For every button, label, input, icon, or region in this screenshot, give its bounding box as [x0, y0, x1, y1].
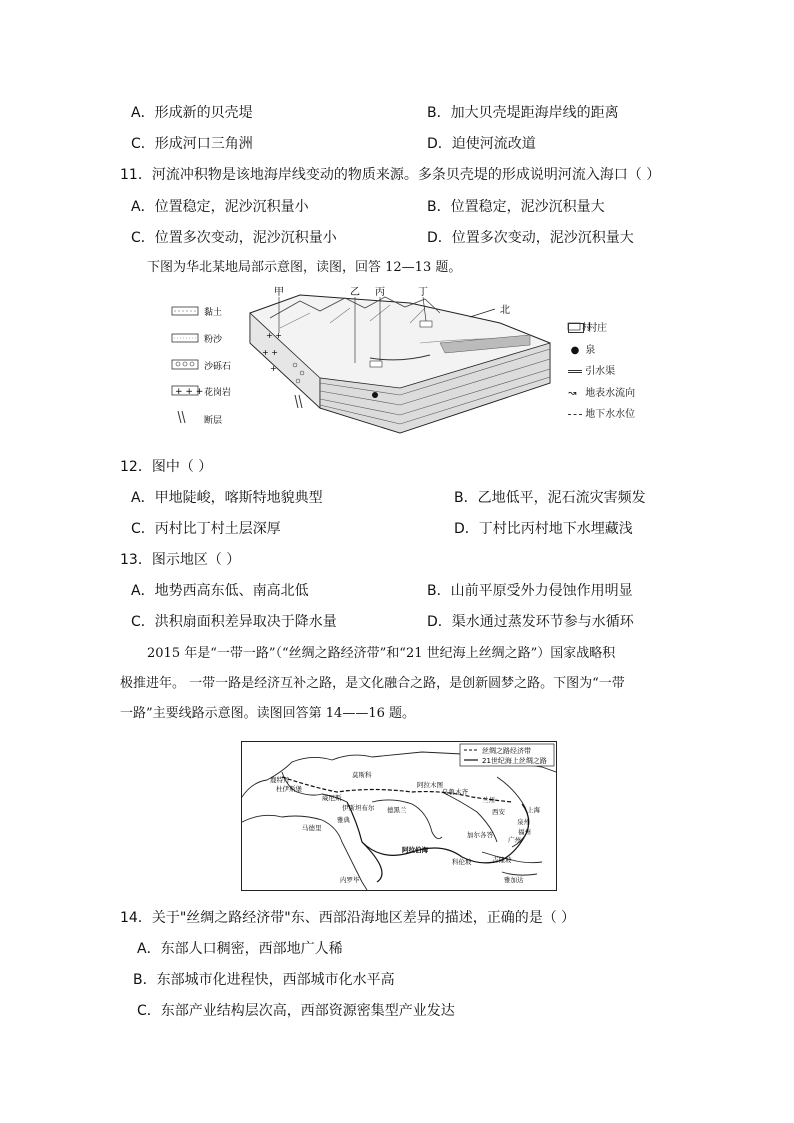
legend-gravel: 沙砾石: [204, 362, 232, 372]
map-place-label: 伊斯坦布尔: [342, 804, 375, 812]
q14-option-a: A．东部人口稠密，西部地广人稀: [137, 941, 343, 957]
legend-clay: 黏土: [204, 308, 223, 318]
place-labels: [270, 770, 541, 884]
map-place-label: 德黑兰: [387, 806, 407, 814]
q13-option-b: B．山前平原受外力侵蚀作用明显: [427, 583, 633, 599]
map-place-label: 吉隆坡: [492, 856, 512, 864]
map-place-label: 科伦坡: [452, 858, 472, 866]
legend-fault: 断层: [204, 416, 223, 426]
label-jia: 甲: [274, 287, 284, 298]
map-place-label: 雅典: [337, 816, 350, 824]
map-place-label: 莫斯科: [352, 771, 372, 779]
legend-left: [172, 306, 231, 426]
legend-box: [460, 744, 554, 766]
q14-option-b: B．东部城市化进程快，西部城市化水平高: [133, 972, 395, 988]
q13-stem: 13．图示地区（ ）: [120, 552, 241, 568]
q12-option-b: B．乙地低平，泥石流灾害频发: [454, 490, 646, 506]
q12-option-a: A．甲地陡峻，喀斯特地貌典型: [131, 490, 323, 506]
legend-canal-row: [568, 366, 615, 378]
svg-text:+ +: + +: [266, 331, 282, 340]
label-bing: 丙: [375, 287, 385, 298]
map-place-label: 兰州: [482, 796, 495, 804]
svg-text:+ + +: + + +: [175, 387, 204, 397]
q14-stem: 14．关于"丝绸之路经济带"东、西部沿海地区差异的描述，正确的是（ ）: [120, 910, 576, 926]
q12-option-c: C．丙村比丁村土层深厚: [131, 521, 281, 537]
map-place-label: 内罗毕: [340, 876, 360, 884]
canal-icon: [568, 370, 582, 373]
legend-maritime-road: 21世纪海上丝绸之路: [482, 757, 547, 765]
legend-silt: 粉沙: [204, 335, 223, 345]
q13-option-a: A．地势西高东低、南高北低: [131, 583, 309, 599]
intro-14-16-line2: 极推进年。 一带一路是经济互补之路，是文化融合之路，是创新圆梦之路。下图为“一带: [120, 676, 625, 691]
q11-option-a: A．位置稳定，泥沙沉积量小: [131, 199, 309, 215]
q10-option-d: D．迫使河流改道: [427, 136, 536, 152]
legend-village-label: 村庄: [587, 323, 608, 334]
map-place-label: 加尔各答: [467, 831, 493, 839]
map-place-label: 杜伊斯堡: [276, 785, 302, 793]
map-place-label: 雅加达: [504, 876, 524, 884]
spring-marker: [372, 392, 378, 398]
legend-spring-label: 泉: [585, 345, 596, 356]
legend-canal-label: 引水渠: [585, 366, 616, 377]
q10-option-c: C．形成河口三角洲: [131, 136, 253, 152]
svg-text:+: +: [270, 364, 277, 373]
legend-watertable-row: [568, 409, 635, 421]
map-place-label: 乌鲁木齐: [442, 788, 468, 796]
q11-option-b: B．位置稳定，泥沙沉积量大: [427, 199, 605, 215]
legend-flow-row: [568, 388, 635, 400]
intro-12-13: 下图为华北某地局部示意图，读图，回答 12—13 题。: [147, 260, 462, 275]
map-place-label: 上海: [527, 806, 540, 814]
map-place-label: 威尼斯: [322, 794, 342, 802]
legend-flow-label: 地表水流向: [585, 388, 636, 399]
map-place-label: 广州: [508, 836, 521, 844]
map-place-label: 阿拉木图: [417, 781, 443, 789]
label-north: 北: [500, 305, 510, 316]
village-icon: [568, 323, 584, 333]
legend-village-row: [568, 323, 607, 335]
figure-block-diagram: [170, 283, 590, 448]
map-place-label: 鹿特丹: [270, 776, 290, 784]
map-place-label: 西安: [492, 808, 505, 816]
flow-arrow-icon: ↝: [568, 388, 577, 399]
svg-text:+ +: + +: [262, 348, 278, 357]
figure-belt-road-map: [241, 741, 557, 891]
legend-silk-road-belt: 丝绸之路经济带: [482, 747, 531, 755]
q11-stem: 11．河流冲积物是该地海岸线变动的物质来源。多条贝壳堤的形成说明河流入海口（ ）: [120, 167, 661, 183]
q13-option-d: D．渠水通过蒸发环节参与水循环: [427, 614, 634, 630]
q13-option-c: C．洪积扇面积差异取决于降水量: [131, 614, 337, 630]
q14-option-c: C．东部产业结构层次高，西部资源密集型产业发达: [137, 1003, 455, 1019]
legend-village: 村: [582, 323, 590, 333]
intro-14-16-line3: 一路”主要线路示意图。读图回答第 14——16 题。: [120, 706, 415, 721]
map-place-label: 泉州: [517, 818, 530, 826]
label-yi: 乙: [350, 287, 360, 298]
map-place-label: 阿拉伯海: [402, 846, 428, 854]
legend-granite: 花岗岩: [204, 388, 232, 398]
land-masses: [242, 752, 556, 890]
q11-option-d: D．位置多次变动，泥沙沉积量大: [427, 230, 634, 246]
label-ding: 丁: [418, 287, 428, 298]
legend-spring-row: [568, 345, 595, 357]
q10-option-b: B．加大贝壳堤距海岸线的距离: [427, 105, 619, 121]
q12-option-d: D．丁村比丙村地下水埋藏浅: [454, 521, 633, 537]
map-place-label: 马德里: [302, 824, 322, 832]
q10-option-a: A．形成新的贝壳堤: [131, 105, 253, 121]
q12-stem: 12．图中（ ）: [120, 459, 213, 475]
spring-icon: ●: [570, 345, 580, 356]
intro-14-16-line1: 2015 年是“一带一路”（“丝绸之路经济带”和“21 世纪海上丝绸之路”）国家战略积: [147, 646, 616, 661]
dashed-line-icon: [568, 414, 582, 415]
q11-option-c: C．位置多次变动，泥沙沉积量小: [131, 230, 337, 246]
map-place-label: 福州: [518, 828, 531, 836]
north-arrow-icon: [470, 309, 495, 317]
legend-watertable-label: 地下水水位: [585, 409, 636, 420]
